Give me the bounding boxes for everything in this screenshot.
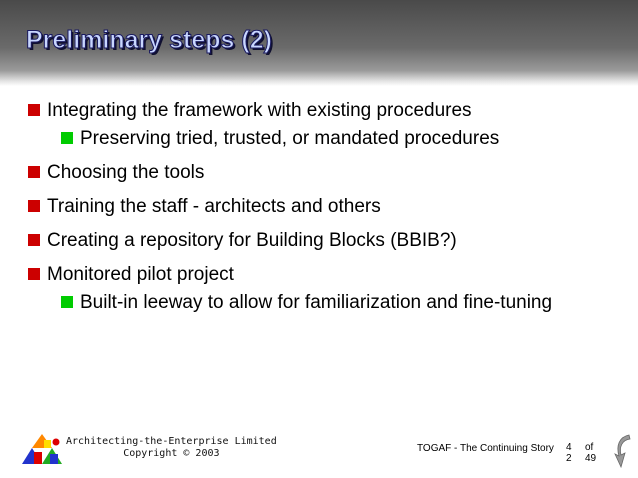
company-info bbox=[66, 436, 277, 460]
page-number-bottom: 2 bbox=[566, 453, 572, 464]
bullet-item bbox=[28, 156, 628, 190]
slide-title: Preliminary steps (2) bbox=[26, 26, 272, 54]
bullet-text: Training the staff - architects and others bbox=[47, 196, 381, 217]
red-square-bullet-icon bbox=[28, 166, 40, 178]
bullet-text: Preserving tried, trusted, or mandated procedures bbox=[80, 128, 500, 149]
bullet-text: Choosing the tools bbox=[47, 162, 205, 183]
company-logo-icon bbox=[20, 430, 66, 466]
back-arrow-icon[interactable] bbox=[613, 432, 633, 470]
copyright-text: Copyright © 2003 bbox=[123, 448, 220, 459]
bullet-text: Monitored pilot project bbox=[47, 264, 234, 285]
red-square-bullet-icon bbox=[28, 234, 40, 246]
sub-bullet-item bbox=[28, 122, 628, 156]
page-total bbox=[585, 442, 596, 464]
green-square-bullet-icon bbox=[61, 296, 73, 308]
company-name: Architecting-the-Enterprise Limited bbox=[66, 436, 277, 447]
bullet-list bbox=[28, 94, 628, 320]
of-label: of bbox=[585, 442, 594, 453]
bullet-text: Integrating the framework with existing procedures bbox=[47, 100, 472, 121]
green-square-bullet-icon bbox=[61, 132, 73, 144]
bullet-item bbox=[28, 224, 628, 258]
bullet-text: Creating a repository for Building Blocks (BBIB?) bbox=[47, 230, 457, 251]
red-square-bullet-icon bbox=[28, 268, 40, 280]
presentation-title: TOGAF - The Continuing Story bbox=[417, 443, 554, 454]
total-pages: 49 bbox=[585, 453, 597, 464]
sub-bullet-item bbox=[28, 286, 628, 320]
page-number-top: 4 bbox=[566, 442, 572, 453]
bullet-item bbox=[28, 190, 628, 224]
red-square-bullet-icon bbox=[28, 104, 40, 116]
page-number bbox=[566, 442, 572, 464]
bullet-text: Built-in leeway to allow for familiarization and fine-tuning bbox=[80, 292, 553, 313]
red-square-bullet-icon bbox=[28, 200, 40, 212]
